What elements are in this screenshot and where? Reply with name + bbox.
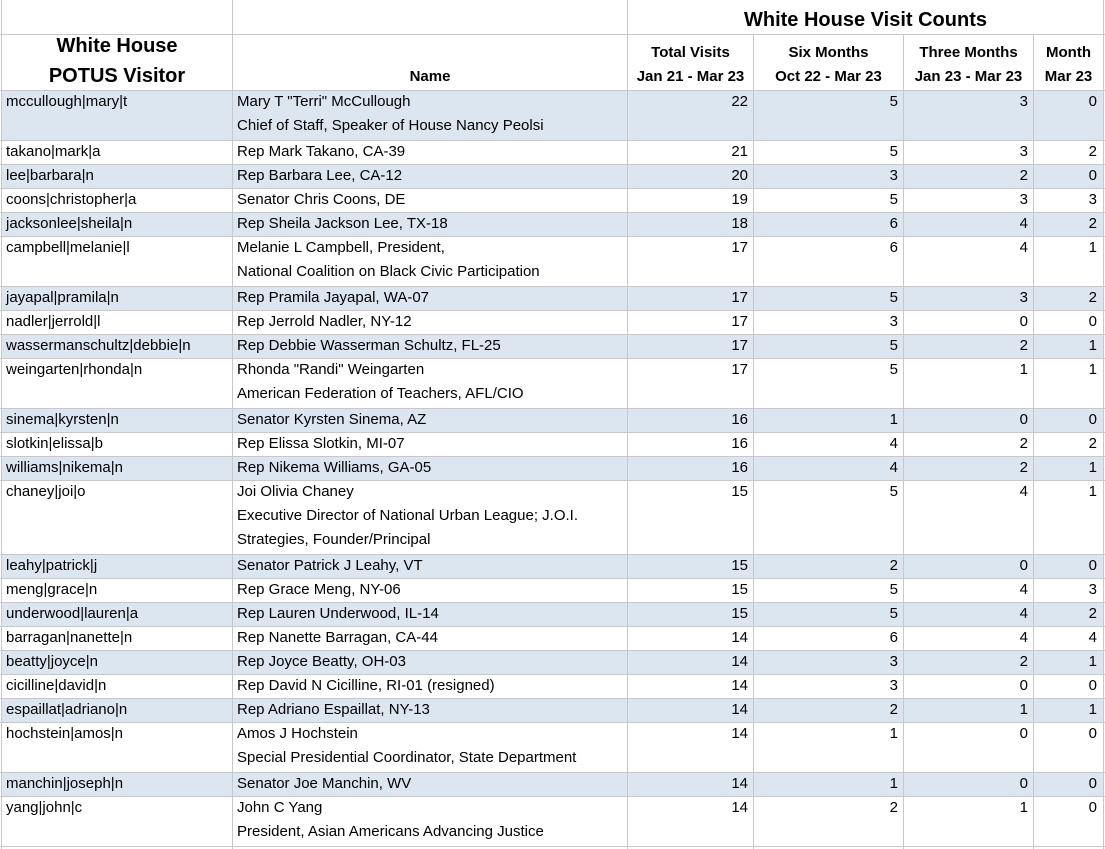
name-cell-line[interactable]: Rep Jerrold Nadler, NY-12 — [237, 313, 412, 330]
name-cell-line[interactable]: Rep Barbara Lee, CA-12 — [237, 167, 403, 184]
total-cell[interactable]: 14 — [731, 725, 748, 742]
grid-hline — [0, 554, 1105, 555]
month-cell[interactable]: 3 — [1088, 191, 1097, 208]
grid-hline — [0, 34, 1105, 35]
grid-hline — [0, 90, 1105, 91]
month-header-line2[interactable]: Mar 23 — [1044, 68, 1093, 85]
three-cell[interactable]: 2 — [1019, 459, 1028, 476]
grid-hline — [0, 650, 1105, 651]
table-title[interactable]: White House Visit Counts — [744, 9, 987, 31]
grid-vline — [1033, 34, 1034, 849]
total-header-line2[interactable]: Jan 21 - Mar 23 — [636, 68, 745, 85]
grid-hline — [0, 796, 1105, 797]
total-cell[interactable]: 17 — [731, 361, 748, 378]
six-cell[interactable]: 6 — [889, 239, 898, 256]
total-cell[interactable]: 21 — [731, 143, 748, 160]
total-cell[interactable]: 16 — [731, 411, 748, 428]
grid-hline — [0, 578, 1105, 579]
three-cell[interactable]: 4 — [1019, 239, 1028, 256]
name-cell-line[interactable]: Chief of Staff, Speaker of House Nancy Peolsi — [237, 117, 544, 134]
name-cell-line[interactable]: John C Yang — [237, 799, 323, 816]
six-cell[interactable]: 5 — [889, 143, 898, 160]
grid-hline — [0, 846, 1105, 847]
visitor-header-line2[interactable]: POTUS Visitor — [48, 65, 186, 87]
six-cell[interactable]: 1 — [889, 411, 898, 428]
total-cell[interactable]: 22 — [731, 93, 748, 110]
month-cell[interactable]: 0 — [1088, 677, 1097, 694]
grid-hline — [0, 310, 1105, 311]
three-header-line2[interactable]: Jan 23 - Mar 23 — [914, 68, 1023, 85]
six-cell[interactable]: 3 — [889, 653, 898, 670]
name-cell-line[interactable]: President, Asian Americans Advancing Justice — [237, 823, 544, 840]
id-cell[interactable]: underwood|lauren|a — [6, 605, 139, 622]
grid-hline — [0, 334, 1105, 335]
three-cell[interactable]: 4 — [1019, 215, 1028, 232]
month-cell[interactable]: 2 — [1088, 215, 1097, 232]
three-cell[interactable]: 0 — [1019, 313, 1028, 330]
six-cell[interactable]: 3 — [889, 313, 898, 330]
id-cell[interactable]: hochstein|amos|n — [6, 725, 124, 742]
id-cell[interactable]: williams|nikema|n — [6, 459, 123, 476]
six-cell[interactable]: 2 — [889, 557, 898, 574]
month-cell[interactable]: 0 — [1088, 93, 1097, 110]
three-cell[interactable]: 1 — [1019, 701, 1028, 718]
month-cell[interactable]: 1 — [1088, 653, 1097, 670]
grid-hline — [0, 602, 1105, 603]
month-cell[interactable]: 0 — [1088, 775, 1097, 792]
id-cell[interactable]: leahy|patrick|j — [6, 557, 98, 574]
three-cell[interactable]: 2 — [1019, 337, 1028, 354]
id-cell[interactable]: espaillat|adriano|n — [6, 701, 128, 718]
three-cell[interactable]: 0 — [1019, 557, 1028, 574]
total-cell[interactable]: 19 — [731, 191, 748, 208]
month-cell[interactable]: 1 — [1088, 483, 1097, 500]
name-cell-line[interactable]: American Federation of Teachers, AFL/CIO — [237, 385, 524, 402]
month-cell[interactable]: 0 — [1088, 313, 1097, 330]
three-cell[interactable]: 0 — [1019, 775, 1028, 792]
three-cell[interactable]: 3 — [1019, 143, 1028, 160]
six-cell[interactable]: 5 — [889, 337, 898, 354]
three-cell[interactable]: 0 — [1019, 725, 1028, 742]
id-cell[interactable]: chaney|joi|o — [6, 483, 86, 500]
six-cell[interactable]: 5 — [889, 581, 898, 598]
month-cell[interactable]: 1 — [1088, 361, 1097, 378]
total-cell[interactable]: 17 — [731, 337, 748, 354]
six-cell[interactable]: 4 — [889, 459, 898, 476]
total-cell[interactable]: 15 — [731, 605, 748, 622]
name-cell-line[interactable]: National Coalition on Black Civic Participation — [237, 263, 540, 280]
total-cell[interactable]: 17 — [731, 239, 748, 256]
grid-hline — [0, 456, 1105, 457]
name-cell-line[interactable]: Special Presidential Coordinator, State Department — [237, 749, 577, 766]
six-cell[interactable]: 5 — [889, 361, 898, 378]
month-cell[interactable]: 3 — [1088, 581, 1097, 598]
grid-hline — [0, 408, 1105, 409]
six-header-line1[interactable]: Six Months — [788, 44, 869, 61]
month-cell[interactable]: 0 — [1088, 167, 1097, 184]
id-cell[interactable]: lee|barbara|n — [6, 167, 94, 184]
grid-hline — [0, 358, 1105, 359]
grid-vline — [627, 0, 628, 849]
name-cell-line[interactable]: Rep Elissa Slotkin, MI-07 — [237, 435, 405, 452]
grid-hline — [0, 236, 1105, 237]
id-cell[interactable]: jayapal|pramila|n — [6, 289, 119, 306]
grid-hline — [0, 480, 1105, 481]
visitor-header-line1[interactable]: White House — [56, 35, 178, 57]
three-cell[interactable]: 4 — [1019, 483, 1028, 500]
grid-hline — [0, 626, 1105, 627]
name-cell-line[interactable]: Senator Patrick J Leahy, VT — [237, 557, 423, 574]
id-cell[interactable]: wassermanschultz|debbie|n — [6, 337, 191, 354]
id-cell[interactable]: manchin|joseph|n — [6, 775, 124, 792]
name-cell-line[interactable]: Rep Lauren Underwood, IL-14 — [237, 605, 439, 622]
three-cell[interactable]: 0 — [1019, 677, 1028, 694]
three-cell[interactable]: 0 — [1019, 411, 1028, 428]
total-cell[interactable]: 14 — [731, 775, 748, 792]
grid-hline — [0, 212, 1105, 213]
id-cell[interactable]: beatty|joyce|n — [6, 653, 99, 670]
six-cell[interactable]: 4 — [889, 435, 898, 452]
id-cell[interactable]: meng|grace|n — [6, 581, 98, 598]
month-cell[interactable]: 2 — [1088, 289, 1097, 306]
grid-vline — [232, 0, 233, 849]
month-cell[interactable]: 1 — [1088, 337, 1097, 354]
six-header-line2[interactable]: Oct 22 - Mar 23 — [775, 68, 882, 85]
month-cell[interactable]: 1 — [1088, 459, 1097, 476]
six-cell[interactable]: 6 — [889, 215, 898, 232]
name-header[interactable]: Name — [409, 68, 451, 85]
three-cell[interactable]: 4 — [1019, 629, 1028, 646]
name-cell-line[interactable]: Strategies, Founder/Principal — [237, 531, 431, 548]
three-cell[interactable]: 2 — [1019, 653, 1028, 670]
id-cell[interactable]: coons|christopher|a — [6, 191, 137, 208]
month-header-line1[interactable]: Month — [1046, 44, 1091, 61]
id-cell[interactable]: sinema|kyrsten|n — [6, 411, 119, 428]
three-cell[interactable]: 1 — [1019, 799, 1028, 816]
name-cell-line[interactable]: Rep Adriano Espaillat, NY-13 — [237, 701, 430, 718]
grid-hline — [0, 140, 1105, 141]
total-cell[interactable]: 20 — [731, 167, 748, 184]
name-cell-line[interactable]: Mary T "Terri" McCullough — [237, 93, 411, 110]
name-cell-line[interactable]: Rep Nanette Barragan, CA-44 — [237, 629, 438, 646]
month-cell[interactable]: 0 — [1088, 557, 1097, 574]
six-cell[interactable]: 5 — [889, 605, 898, 622]
total-header-line1[interactable]: Total Visits — [651, 44, 730, 61]
six-cell[interactable]: 3 — [889, 167, 898, 184]
total-cell[interactable]: 16 — [731, 459, 748, 476]
six-cell[interactable]: 1 — [889, 725, 898, 742]
month-cell[interactable]: 2 — [1088, 435, 1097, 452]
total-cell[interactable]: 14 — [731, 799, 748, 816]
six-cell[interactable]: 5 — [889, 289, 898, 306]
total-cell[interactable]: 15 — [731, 557, 748, 574]
id-cell[interactable]: jacksonlee|sheila|n — [6, 215, 133, 232]
id-cell[interactable]: yang|john|c — [6, 799, 83, 816]
month-cell[interactable]: 1 — [1088, 239, 1097, 256]
name-cell-line[interactable]: Senator Kyrsten Sinema, AZ — [237, 411, 427, 428]
name-cell-line[interactable]: Rhonda "Randi" Weingarten — [237, 361, 425, 378]
three-cell[interactable]: 3 — [1019, 191, 1028, 208]
three-cell[interactable]: 1 — [1019, 361, 1028, 378]
total-cell[interactable]: 14 — [731, 677, 748, 694]
grid-vline — [1, 0, 2, 849]
name-cell-line[interactable]: Rep Grace Meng, NY-06 — [237, 581, 401, 598]
month-cell[interactable]: 2 — [1088, 143, 1097, 160]
month-cell[interactable]: 0 — [1088, 411, 1097, 428]
grid-hline — [0, 164, 1105, 165]
id-cell[interactable]: slotkin|elissa|b — [6, 435, 104, 452]
grid-hline — [0, 188, 1105, 189]
grid-hline — [0, 432, 1105, 433]
six-cell[interactable]: 3 — [889, 677, 898, 694]
three-cell[interactable]: 3 — [1019, 289, 1028, 306]
name-cell-line[interactable]: Amos J Hochstein — [237, 725, 358, 742]
six-cell[interactable]: 6 — [889, 629, 898, 646]
grid-vline — [1103, 0, 1104, 849]
three-cell[interactable]: 3 — [1019, 93, 1028, 110]
three-cell[interactable]: 4 — [1019, 605, 1028, 622]
name-cell-line[interactable]: Rep Debbie Wasserman Schultz, FL-25 — [237, 337, 501, 354]
six-cell[interactable]: 5 — [889, 93, 898, 110]
total-cell[interactable]: 18 — [731, 215, 748, 232]
grid-hline — [0, 286, 1105, 287]
name-cell-line[interactable]: Rep Pramila Jayapal, WA-07 — [237, 289, 430, 306]
total-cell[interactable]: 15 — [731, 581, 748, 598]
total-cell[interactable]: 14 — [731, 629, 748, 646]
six-cell[interactable]: 5 — [889, 191, 898, 208]
id-cell[interactable]: campbell|melanie|l — [6, 239, 130, 256]
month-cell[interactable]: 0 — [1088, 799, 1097, 816]
total-cell[interactable]: 17 — [731, 289, 748, 306]
name-cell-line[interactable]: Senator Chris Coons, DE — [237, 191, 406, 208]
three-cell[interactable]: 4 — [1019, 581, 1028, 598]
name-cell-line[interactable]: Senator Joe Manchin, WV — [237, 775, 412, 792]
total-cell[interactable]: 15 — [731, 483, 748, 500]
id-cell[interactable]: mccullough|mary|t — [6, 93, 128, 110]
grid-hline — [0, 722, 1105, 723]
six-cell[interactable]: 5 — [889, 483, 898, 500]
name-cell-line[interactable]: Rep Sheila Jackson Lee, TX-18 — [237, 215, 448, 232]
name-cell-line[interactable]: Executive Director of National Urban League; J.O.I. — [237, 507, 579, 524]
name-cell-line[interactable]: Melanie L Campbell, President, — [237, 239, 445, 256]
three-cell[interactable]: 2 — [1019, 167, 1028, 184]
three-header-line1[interactable]: Three Months — [919, 44, 1018, 61]
grid-hline — [0, 674, 1105, 675]
name-cell-line[interactable]: Rep Mark Takano, CA-39 — [237, 143, 406, 160]
month-cell[interactable]: 1 — [1088, 701, 1097, 718]
grid-hline — [0, 772, 1105, 773]
id-cell[interactable]: takano|mark|a — [6, 143, 101, 160]
grid-vline — [903, 34, 904, 849]
name-cell-line[interactable]: Rep David N Cicilline, RI-01 (resigned) — [237, 677, 495, 694]
id-cell[interactable]: cicilline|david|n — [6, 677, 107, 694]
id-cell[interactable]: nadler|jerrold|l — [6, 313, 101, 330]
name-cell-line[interactable]: Rep Joyce Beatty, OH-03 — [237, 653, 406, 670]
six-cell[interactable]: 2 — [889, 701, 898, 718]
id-cell[interactable]: weingarten|rhonda|n — [6, 361, 143, 378]
total-cell[interactable]: 14 — [731, 653, 748, 670]
month-cell[interactable]: 2 — [1088, 605, 1097, 622]
total-cell[interactable]: 16 — [731, 435, 748, 452]
id-cell[interactable]: barragan|nanette|n — [6, 629, 133, 646]
name-cell-line[interactable]: Rep Nikema Williams, GA-05 — [237, 459, 432, 476]
month-cell[interactable]: 4 — [1088, 629, 1097, 646]
total-cell[interactable]: 17 — [731, 313, 748, 330]
three-cell[interactable]: 2 — [1019, 435, 1028, 452]
grid-hline — [0, 698, 1105, 699]
name-cell-line[interactable]: Joi Olivia Chaney — [237, 483, 354, 500]
six-cell[interactable]: 1 — [889, 775, 898, 792]
month-cell[interactable]: 0 — [1088, 725, 1097, 742]
six-cell[interactable]: 2 — [889, 799, 898, 816]
total-cell[interactable]: 14 — [731, 701, 748, 718]
grid-vline — [753, 34, 754, 849]
